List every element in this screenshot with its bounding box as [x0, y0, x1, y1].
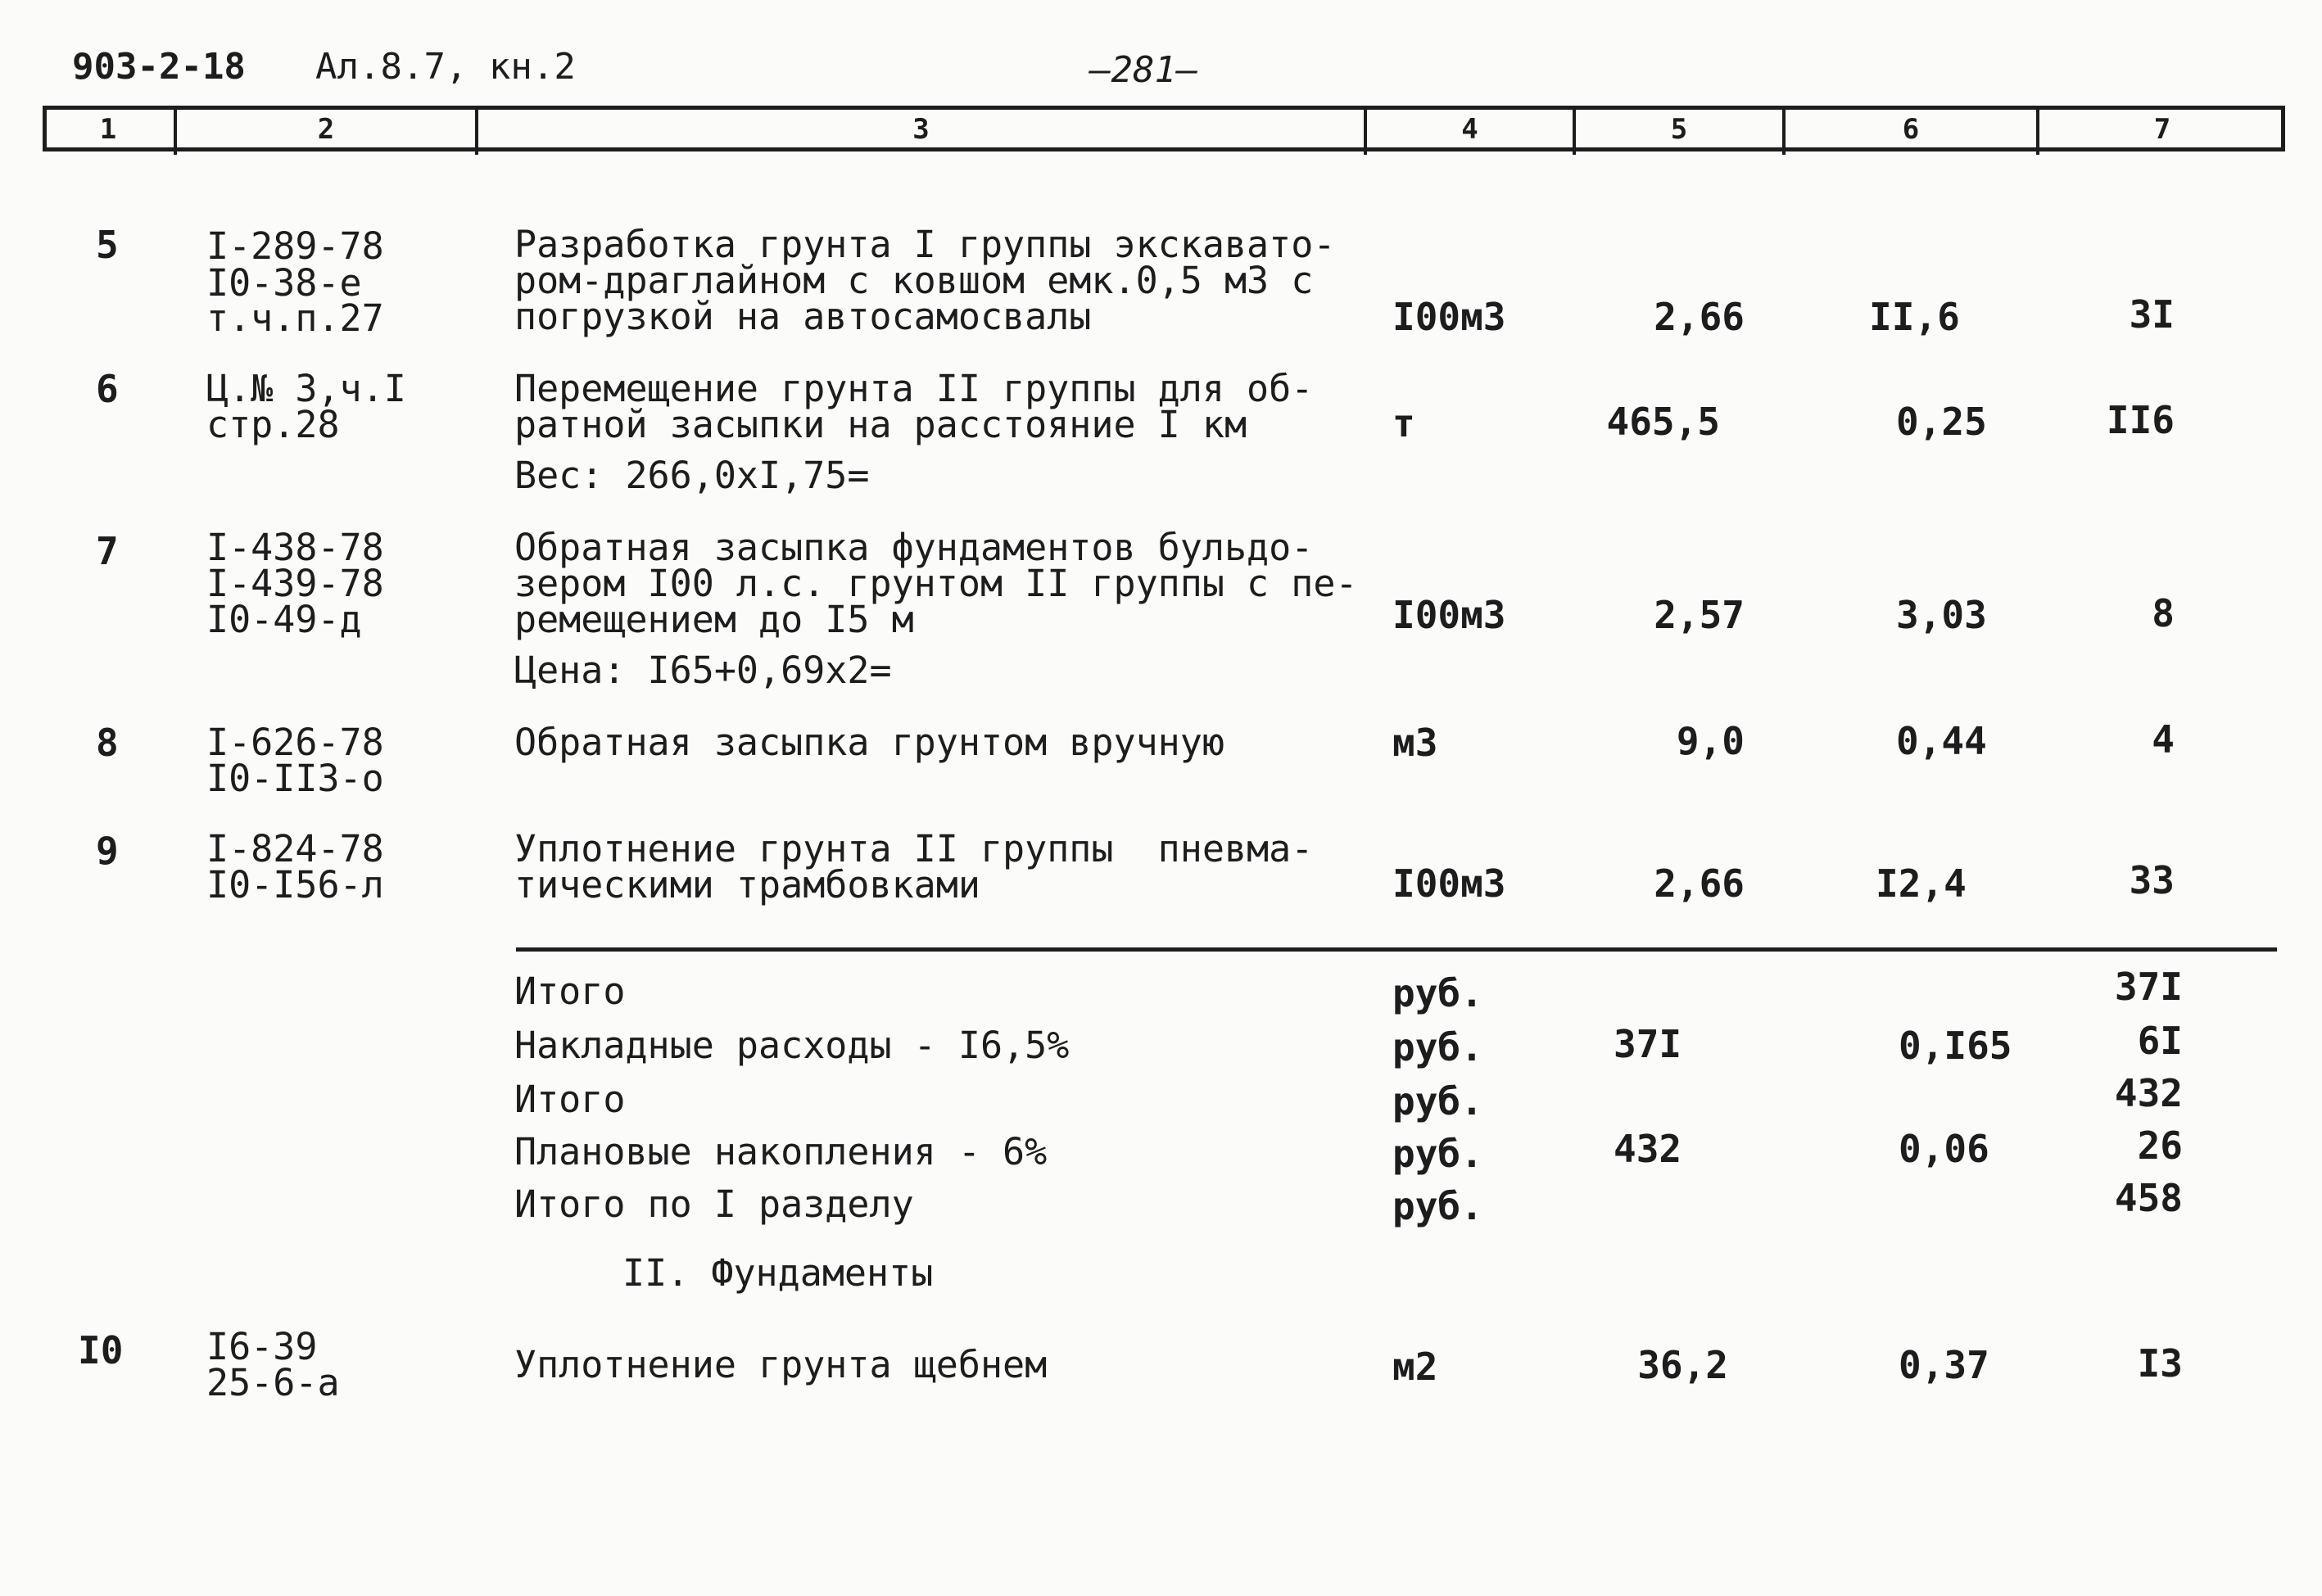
row-description: Разработка грунта I группы экскавато-: [514, 223, 1336, 266]
row-total: 3I: [2129, 292, 2175, 337]
summary-base: 432: [1614, 1127, 1682, 1171]
column-header-1: 1: [99, 113, 117, 146]
row-description: Обратная засыпка грунтом вручную: [514, 721, 1224, 764]
row-description: ремещением до I5 м: [514, 598, 914, 641]
summary-total: 6I: [2137, 1019, 2183, 1063]
row-unit: м3: [1392, 721, 1438, 765]
column-header-5: 5: [1670, 113, 1688, 146]
row-description: ром-драглайном с ковшом емк.0,5 м3 с: [514, 259, 1314, 302]
row-price: I2,4: [1876, 861, 1967, 906]
row-quantity: 2,66: [1654, 861, 1745, 906]
column-header-3: 3: [912, 113, 930, 146]
row-number: 6: [96, 367, 119, 411]
summary-unit: руб.: [1392, 1079, 1483, 1124]
row-unit: I00м3: [1392, 593, 1506, 637]
row-description: Обратная засыпка фундаментов бульдо-: [514, 526, 1314, 569]
row-code: I6-39: [206, 1325, 318, 1368]
row-description: Уплотнение грунта II группы пневма-: [514, 827, 1314, 870]
row-code: I0-38-е: [206, 261, 362, 305]
column-header-7: 7: [2153, 113, 2171, 146]
row-price: 0,44: [1896, 719, 1987, 763]
row-description: Уплотнение грунта щебнем: [514, 1343, 1048, 1386]
summary-total: 37I: [2114, 965, 2183, 1009]
column-header-6: 6: [1902, 113, 1920, 146]
summary-label: Плановые накопления - 6%: [514, 1130, 1048, 1173]
row-total: 4: [2152, 717, 2175, 762]
column-header-4: 4: [1461, 113, 1478, 146]
row-total: 33: [2129, 858, 2175, 902]
row-unit: м2: [1392, 1345, 1438, 1389]
row-code: I-289-78: [206, 224, 384, 268]
row-code: I0-49-д: [206, 598, 362, 641]
document-code: 903-2-18: [72, 46, 246, 88]
summary-label: Итого: [514, 970, 626, 1013]
page-number: —281—: [1089, 49, 1198, 91]
summary-label: Итого: [514, 1078, 626, 1121]
summary-total: 458: [2114, 1176, 2183, 1220]
row-quantity: 2,66: [1654, 295, 1745, 339]
row-unit: I00м3: [1392, 861, 1506, 906]
row-total: I3: [2137, 1341, 2183, 1386]
row-code: I-824-78: [206, 827, 384, 870]
row-total: II6: [2106, 398, 2175, 442]
row-unit: I00м3: [1392, 295, 1506, 339]
row-number: I0: [78, 1328, 124, 1372]
row-quantity: 36,2: [1637, 1343, 1728, 1387]
row-code: I0-I56-л: [206, 863, 384, 907]
totals-divider: [516, 947, 2277, 952]
summary-unit: руб.: [1392, 1184, 1483, 1228]
row-code: I-438-78: [206, 526, 384, 569]
row-unit: т: [1392, 401, 1415, 445]
row-price: 0,37: [1899, 1343, 1989, 1387]
row-code: Ц.№ 3,ч.I: [206, 367, 406, 410]
row-quantity: 465,5: [1606, 400, 1720, 444]
row-description: ратной засыпки на расстояние I км: [514, 403, 1247, 446]
summary-unit: руб.: [1392, 1025, 1483, 1069]
summary-total: 26: [2137, 1124, 2183, 1168]
summary-label: Накладные расходы - I6,5%: [514, 1024, 1070, 1067]
row-description: погрузкой на автосамосвалы: [514, 295, 1092, 338]
row-code: I-439-78: [206, 562, 384, 605]
summary-total: 432: [2114, 1071, 2183, 1115]
row-code: I-626-78: [206, 721, 384, 764]
summary-unit: руб.: [1392, 971, 1483, 1015]
summary-unit: руб.: [1392, 1132, 1483, 1176]
row-note: Цена: I65+0,69х2=: [514, 649, 892, 692]
summary-label: Итого по I разделу: [514, 1182, 914, 1226]
row-number: 9: [96, 829, 119, 873]
row-code: т.ч.п.27: [206, 296, 384, 340]
row-code: стр.28: [206, 403, 340, 446]
summary-rate: 0,06: [1899, 1127, 1989, 1171]
row-price: 0,25: [1896, 400, 1987, 444]
summary-base: 37I: [1614, 1022, 1682, 1066]
row-code: I0-II3-о: [206, 757, 384, 800]
row-price: II,6: [1869, 295, 1960, 339]
row-code: 25-6-а: [206, 1361, 340, 1404]
row-number: 7: [96, 529, 119, 573]
row-number: 8: [96, 721, 119, 765]
row-description: Перемещение грунта II группы для об-: [514, 367, 1314, 410]
row-note: Вес: 266,0хI,75=: [514, 454, 870, 497]
summary-rate: 0,I65: [1899, 1024, 2012, 1068]
row-description: тическими трамбовками: [514, 863, 980, 907]
row-total: 8: [2152, 591, 2175, 635]
row-quantity: 2,57: [1654, 593, 1745, 637]
album-reference: Ал.8.7, кн.2: [315, 46, 576, 88]
row-number: 5: [96, 223, 119, 267]
row-price: 3,03: [1896, 593, 1987, 637]
section-title: II. Фундаменты: [622, 1251, 934, 1295]
row-quantity: 9,0: [1676, 719, 1745, 763]
column-header-2: 2: [317, 113, 335, 146]
row-description: зером I00 л.с. грунтом II группы с пе-: [514, 562, 1358, 605]
